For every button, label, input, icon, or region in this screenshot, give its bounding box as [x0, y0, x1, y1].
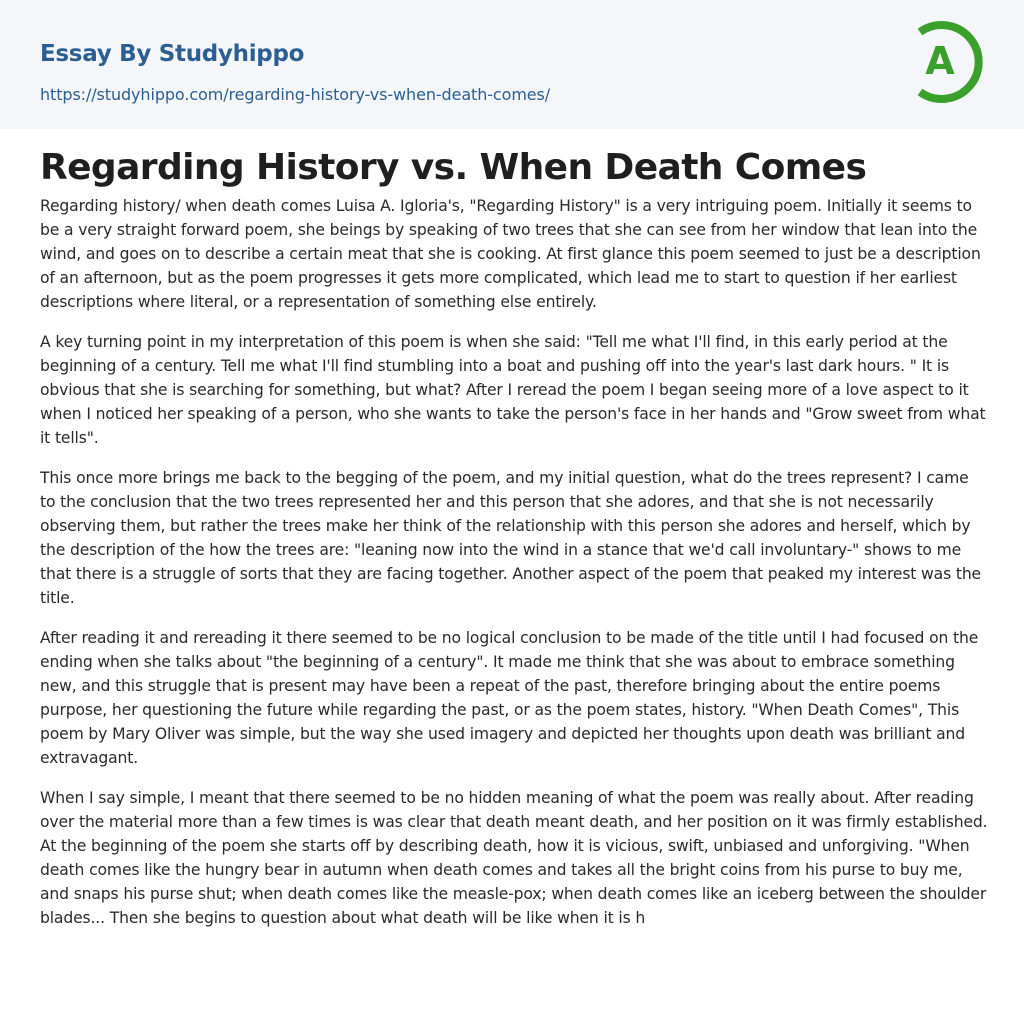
essay-body [40, 194, 988, 946]
studyhippo-logo-icon[interactable] [910, 18, 988, 106]
essay-paragraph: Regarding history/ when death comes Luisa A. Igloria's, "Regarding History" is a very intriguing poem. Initially it seems to be a very straight forward poem, she beings by speaking of two trees that she can see from her window that lean into the wind, and goes on to describe a certain meat that she is cooking. At first glance this poem seemed to just be a description of an afternoon, but as the poem progresses it gets more complicated, which lead me to start to question if her earliest descriptions where literal, or a representation of something else entirely. [40, 197, 981, 311]
essay-paragraph: This once more brings me back to the begging of the poem, and my initial question, what do the trees represent? I came to the conclusion that the two trees represented her and this person that she adores, and that she is not necessarily observing them, but rather the trees make her think of the relationship with this person she adores and herself, which by the description of the how the trees are: "leaning now into the wind in a stance that we'd call involuntary-" shows to me that there is a struggle of sorts that they are facing together. Another aspect of the poem that peaked my interest was the title. [40, 469, 981, 607]
logo-letter: A [925, 39, 955, 83]
essay-paragraph: After reading it and rereading it there seemed to be no logical conclusion to be made of the title until I had focused on the ending when she talks about "the beginning of a century". It made me think that she was about to embrace something new, and this struggle that is present may have been a repeat of the past, therefore bringing about the entire poems purpose, her questioning the future while regarding the past, or as the poem states, history. "When Death Comes", This poem by Mary Oliver was simple, but the way she used imagery and depicted her thoughts upon death was brilliant and extravagant. [40, 629, 979, 767]
brand-title[interactable]: Essay By Studyhippo [40, 41, 305, 67]
page-title: Regarding History vs. When Death Comes [40, 147, 867, 188]
essay-paragraph: A key turning point in my interpretation of this poem is when she said: "Tell me what I'll find, in this early period at the beginning of a century. Tell me what I'll find stumbling into a boat and pushing off into the year's last dark hours. " It is obvious that she is searching for something, but what? After I reread the poem I began seeing more of a love aspect to it when I noticed her speaking of a person, who she wants to take the person's face in her hands and "Grow sweet from what it tells". [40, 333, 986, 447]
essay-paragraph: When I say simple, I meant that there seemed to be no hidden meaning of what the poem was really about. After reading over the material more than a few times is was clear that death meant death, and her position on it was firmly established. At the beginning of the poem she starts off by describing death, how it is vicious, swift, unbiased and unforgiving. "When death comes like the hungry bear in autumn when death comes and takes all the bright coins from his purse to buy me, and snaps his purse shut; when death comes like the measle-pox; when death comes like an iceberg between the shoulder blades... Then she begins to question about what death will be like when it is h [40, 789, 988, 927]
page-url-link[interactable]: https://studyhippo.com/regarding-history-vs-when-death-comes/ [40, 85, 551, 104]
